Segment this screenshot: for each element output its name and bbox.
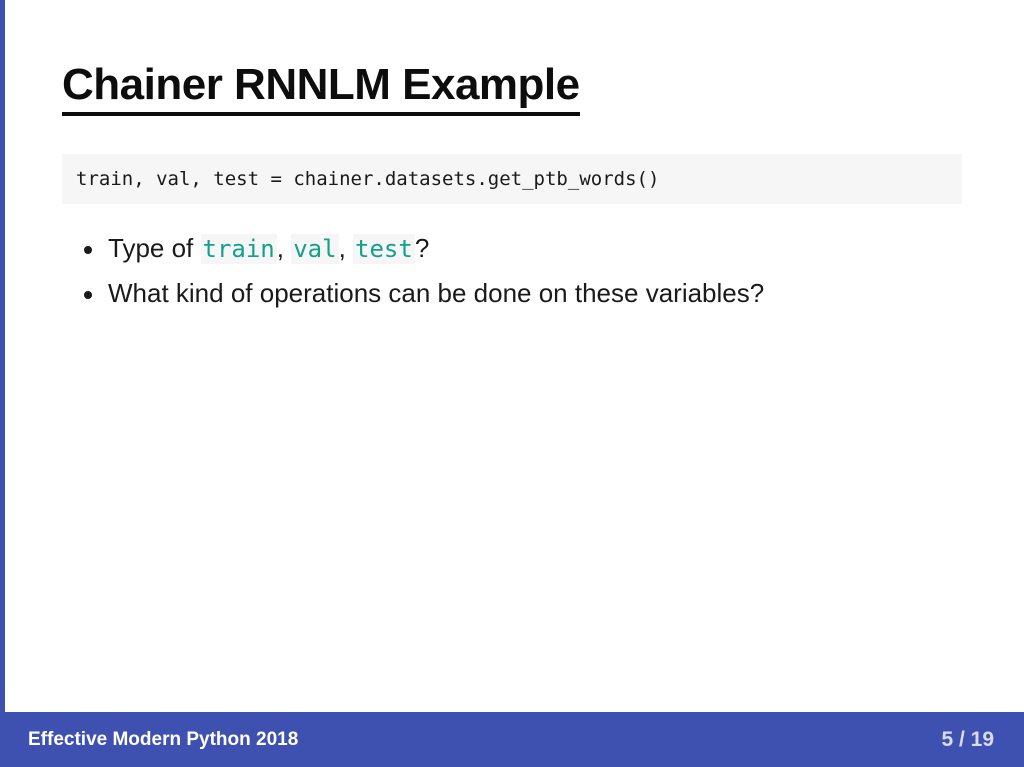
bullet-text-prefix: Type of bbox=[108, 233, 201, 264]
inline-code-test: test bbox=[355, 235, 413, 264]
page-title: Chainer RNNLM Example bbox=[62, 0, 580, 116]
list-item bbox=[108, 271, 984, 316]
slide-content bbox=[62, 0, 984, 316]
bullet-text-suffix: ? bbox=[414, 233, 430, 264]
page-number: 5 / 19 bbox=[941, 727, 994, 751]
bullet-list bbox=[62, 226, 984, 315]
slide-footer bbox=[0, 712, 1024, 767]
bullet-sep-1: , bbox=[276, 233, 292, 264]
list-item bbox=[108, 226, 984, 271]
left-accent-rule bbox=[0, 0, 5, 712]
bullet-sep-2: , bbox=[338, 233, 354, 264]
bullet-text: What kind of operations can be done on these variables? bbox=[108, 277, 765, 308]
code-block: train, val, test = chainer.datasets.get_ptb_words() bbox=[62, 154, 962, 204]
inline-code-train: train bbox=[202, 235, 275, 264]
inline-code-val: val bbox=[293, 235, 337, 264]
footer-title: Effective Modern Python 2018 bbox=[28, 728, 299, 750]
